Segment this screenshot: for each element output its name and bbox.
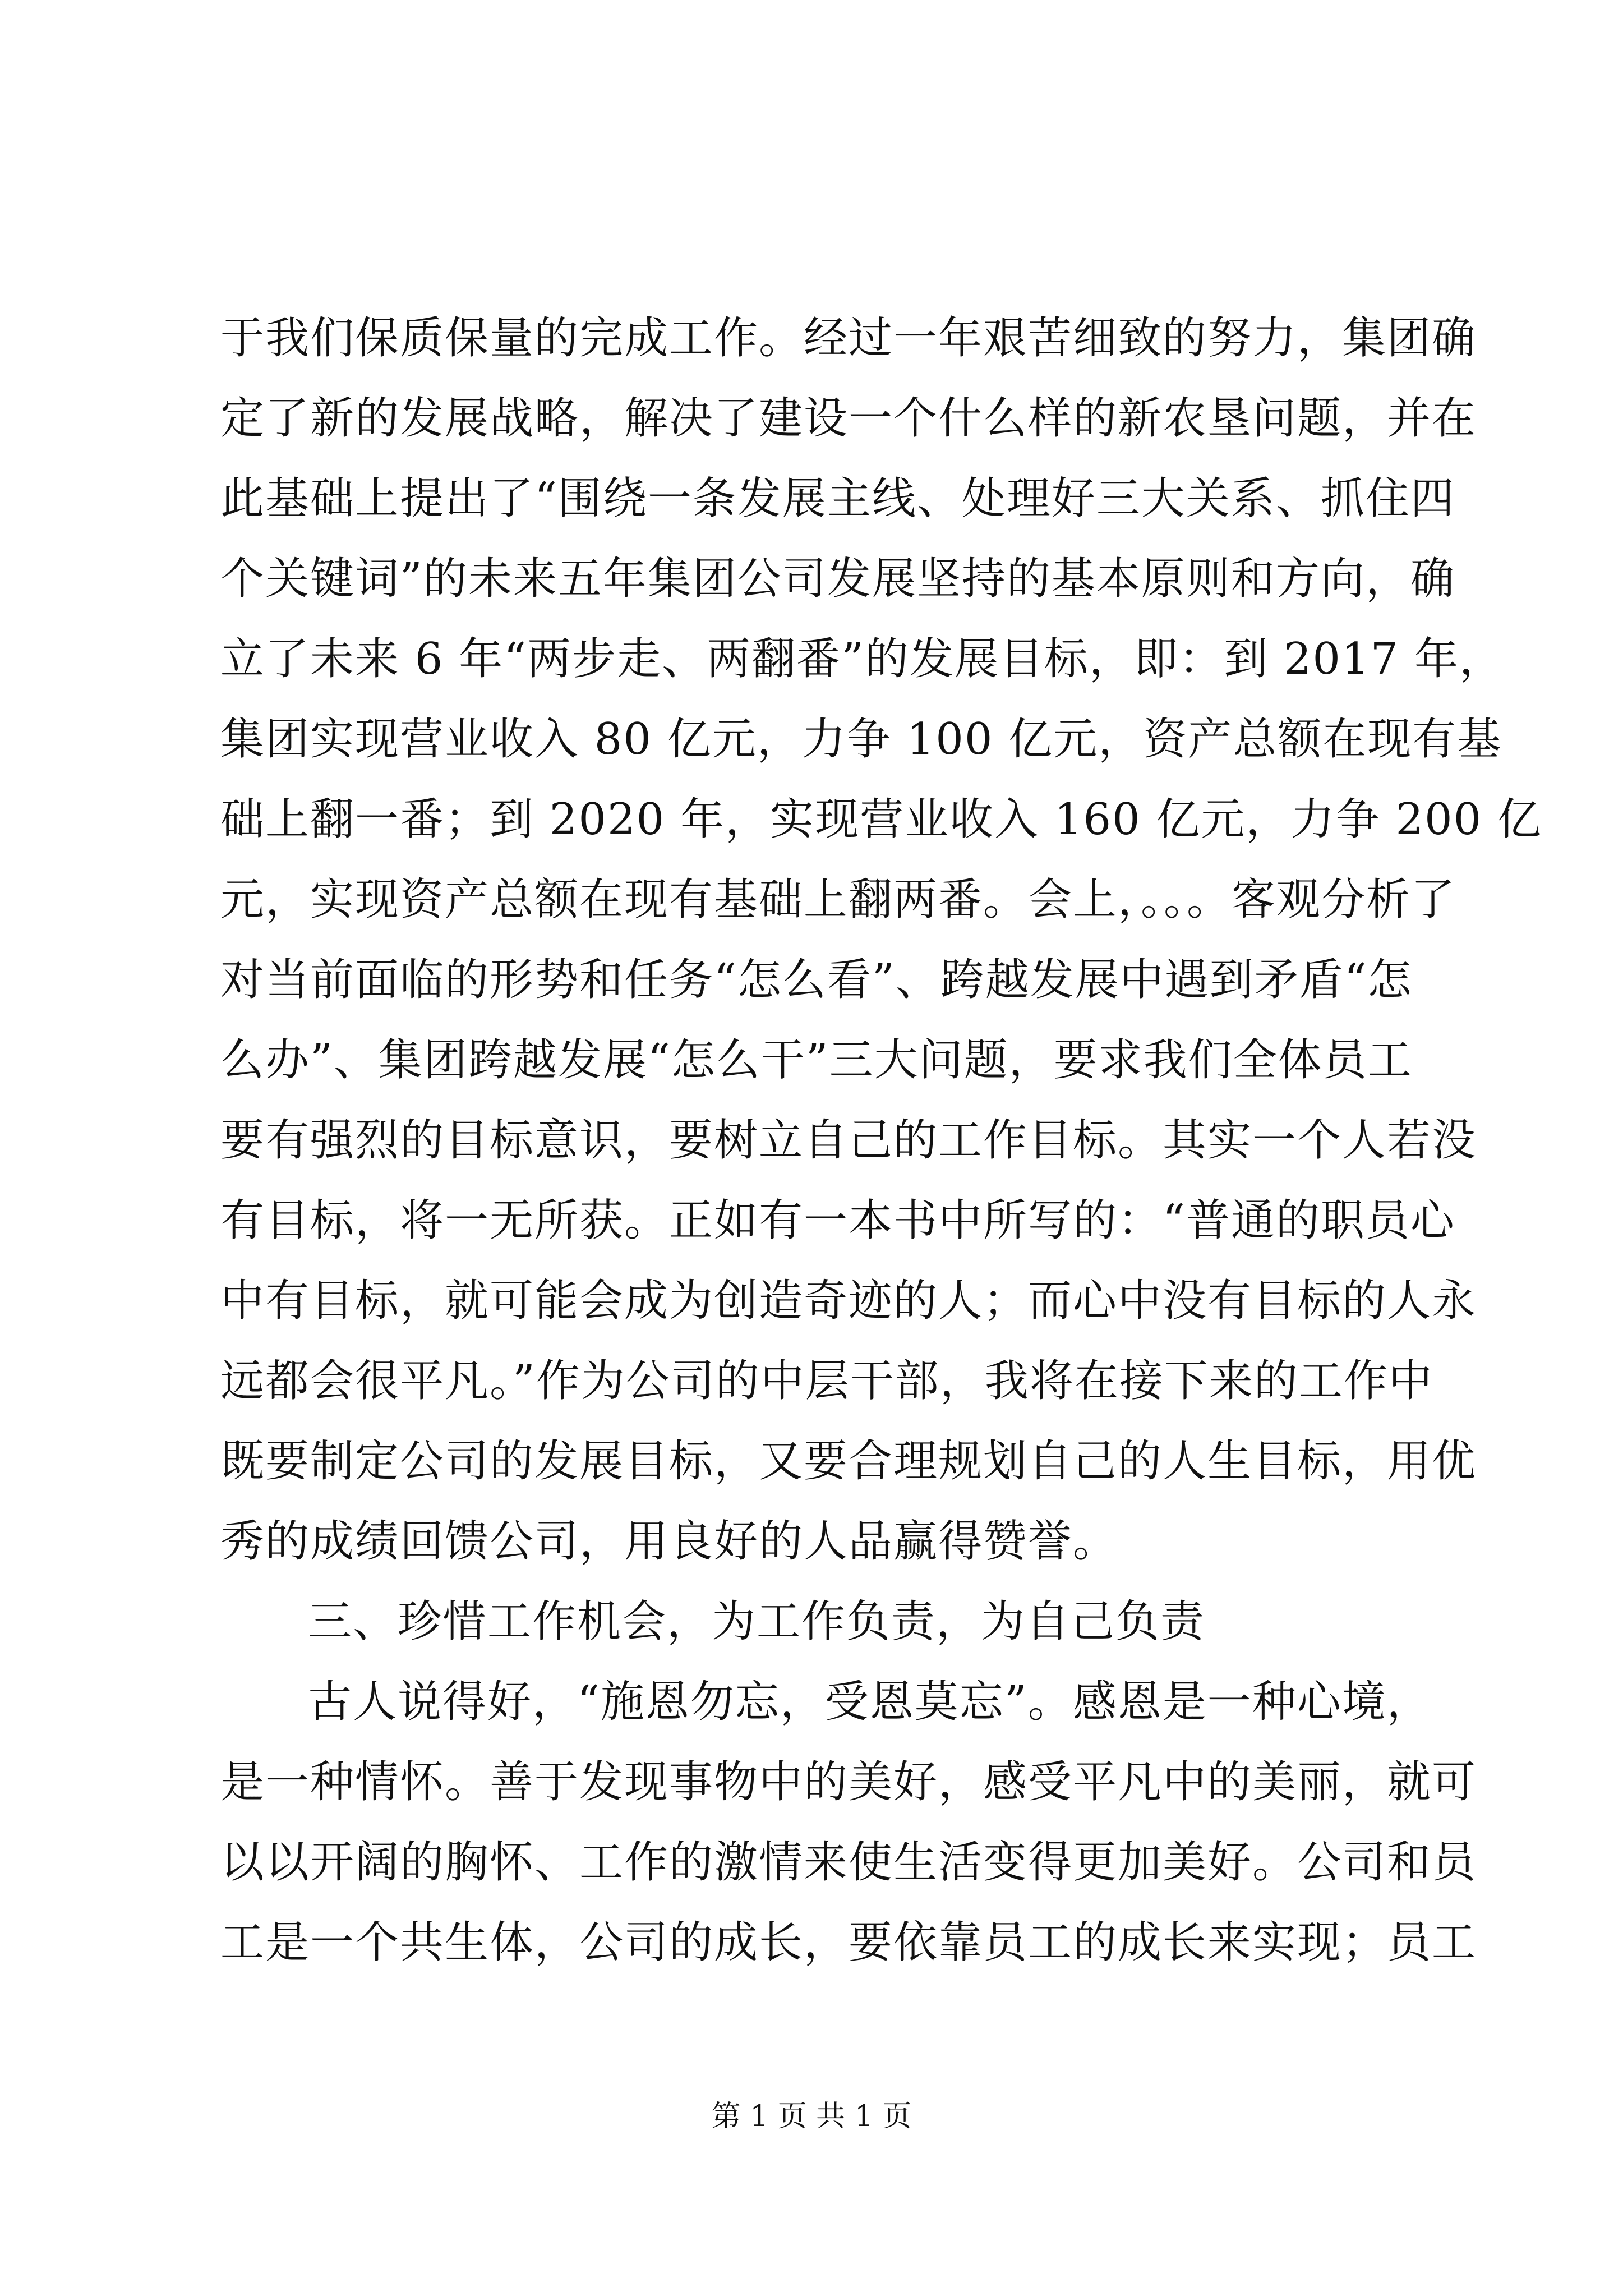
text-line: 既要制定公司的发展目标，又要合理规划自己的人生目标，用优 <box>220 1436 1477 1487</box>
text-line: 中有目标，就可能会成为创造奇迹的人；而心中没有目标的人永 <box>220 1276 1477 1326</box>
text-line: 对当前面临的形势和任务“怎么看”、跨越发展中遇到矛盾“怎 <box>220 955 1413 1005</box>
text-line: 础上翻一番；到 2020 年，实现营业收入 160 亿元，力争 200 亿 <box>220 794 1543 845</box>
text-line: 此基础上提出了“围绕一条发展主线、处理好三大关系、抓住四 <box>220 473 1455 524</box>
text-line: 元，实现资产总额在现有基础上翻两番。会上，。。。客观分析了 <box>220 875 1456 925</box>
text-line: 工是一个共生体，公司的成长，要依靠员工的成长来实现；员工 <box>220 1917 1477 1968</box>
text-line: 远都会很平凡。”作为公司的中层干部，我将在接下来的工作中 <box>220 1356 1433 1406</box>
text-line: 于我们保质保量的完成工作。经过一年艰苦细致的努力，集团确 <box>220 313 1477 364</box>
section-heading: 三、珍惜工作机会，为工作负责，为自己负责 <box>308 1596 1206 1647</box>
text-line: 以以开阔的胸怀、工作的激情来使生活变得更加美好。公司和员 <box>220 1837 1477 1888</box>
body-text <box>220 298 1543 1983</box>
text-line: 是一种情怀。善于发现事物中的美好，感受平凡中的美丽，就可 <box>220 1757 1477 1807</box>
text-line: 个关键词”的未来五年集团公司发展坚持的基本原则和方向，确 <box>220 554 1455 604</box>
text-line: 要有强烈的目标意识，要树立自己的工作目标。其实一个人若没 <box>220 1115 1477 1166</box>
text-line: 立了未来 6 年“两步走、两翻番”的发展目标，即：到 2017 年， <box>220 634 1505 684</box>
text-line: 集团实现营业收入 80 亿元，力争 100 亿元，资产总额在现有基 <box>220 714 1502 765</box>
text-line: 古人说得好，“施恩勿忘，受恩莫忘”。感恩是一种心境， <box>308 1677 1432 1727</box>
text-line: 有目标，将一无所获。正如有一本书中所写的：“普通的职员心 <box>220 1195 1455 1246</box>
text-line: 么办”、集团跨越发展“怎么干”三大问题，要求我们全体员工 <box>220 1035 1413 1085</box>
text-line: 秀的成绩回馈公司，用良好的人品赢得赞誉。 <box>220 1516 1118 1567</box>
text-line: 定了新的发展战略，解决了建设一个什么样的新农垦问题，并在 <box>220 393 1477 444</box>
page-footer: 第 1 页 共 1 页 <box>711 2100 912 2133</box>
